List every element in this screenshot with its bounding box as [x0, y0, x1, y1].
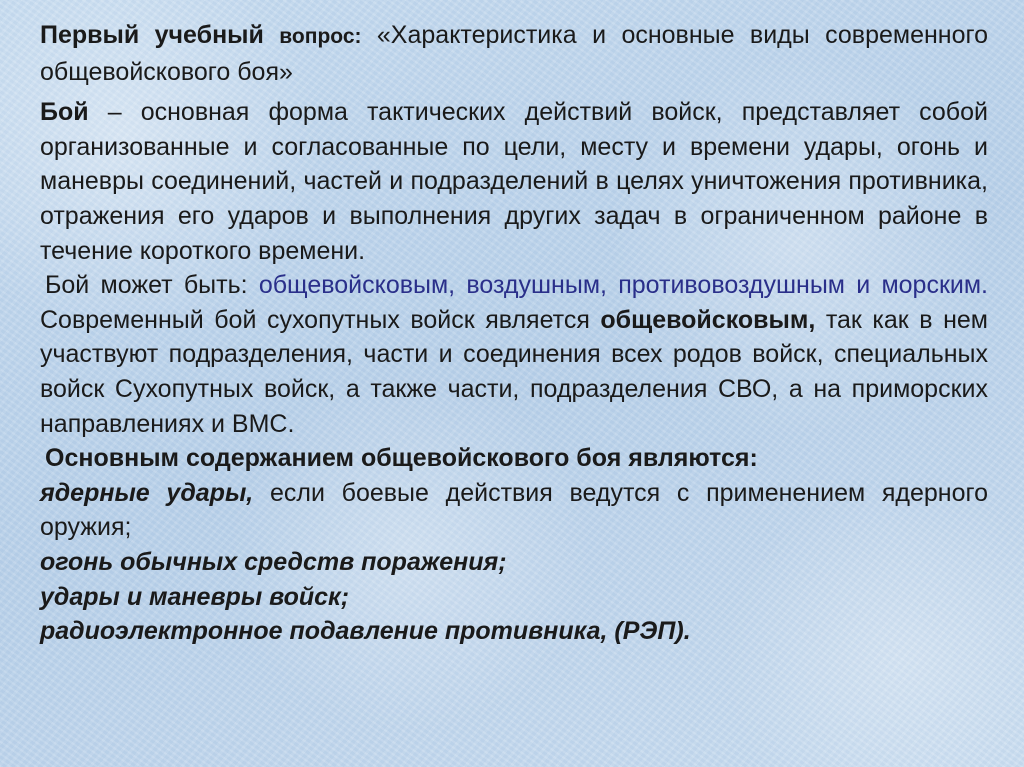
item-nuclear-rest: если боевые действия ведутся с применением ядерного оружия;: [40, 478, 988, 542]
types-paragraph: [40, 268, 988, 441]
types-bold-word: общевойсковым,: [600, 305, 816, 334]
types-list: общевойсковым, воздушным, противовоздушным и морским.: [258, 271, 988, 300]
title-lead-small: вопрос:: [279, 25, 362, 48]
definition-term: Бой: [40, 98, 89, 127]
definition-text: – основная форма тактических действий войск, представляет собой организованные и согласованные по цели, месту и времени удары, огонь и маневры соединений, частей и подразделений в целях уничтожения противника, отражения его ударов и выполнения других задач в ограниченном районе в течение короткого времени.: [40, 98, 988, 265]
content-item-strikes: удары и маневры войск;: [40, 582, 350, 611]
content-item-ew: радиоэлектронное подавление противника, (РЭП).: [40, 617, 691, 646]
slide-title: [40, 18, 988, 89]
content-heading: Основным содержанием общевойскового боя являются:: [45, 444, 758, 473]
types-text-1: Современный бой сухопутных войск является: [40, 305, 601, 334]
types-text-2: так как в нем участвуют подразделения, части и соединения всех родов войск, специальных войск Сухопутных войск, а также части, подразделения СВО, а на приморских направлениях и ВМС.: [40, 305, 988, 438]
content-item-nuclear: [40, 476, 988, 545]
item-nuclear-bold: ядерные удары,: [40, 478, 254, 507]
title-topic: «Характеристика и основные виды современного общевойскового боя»: [40, 21, 988, 86]
types-intro: Бой может быть:: [45, 271, 259, 300]
slide-content: [40, 18, 988, 649]
title-lead: Первый учебный: [40, 21, 264, 49]
content-item-fire: огонь обычных средств поражения;: [40, 547, 507, 576]
definition-paragraph: [40, 95, 988, 268]
